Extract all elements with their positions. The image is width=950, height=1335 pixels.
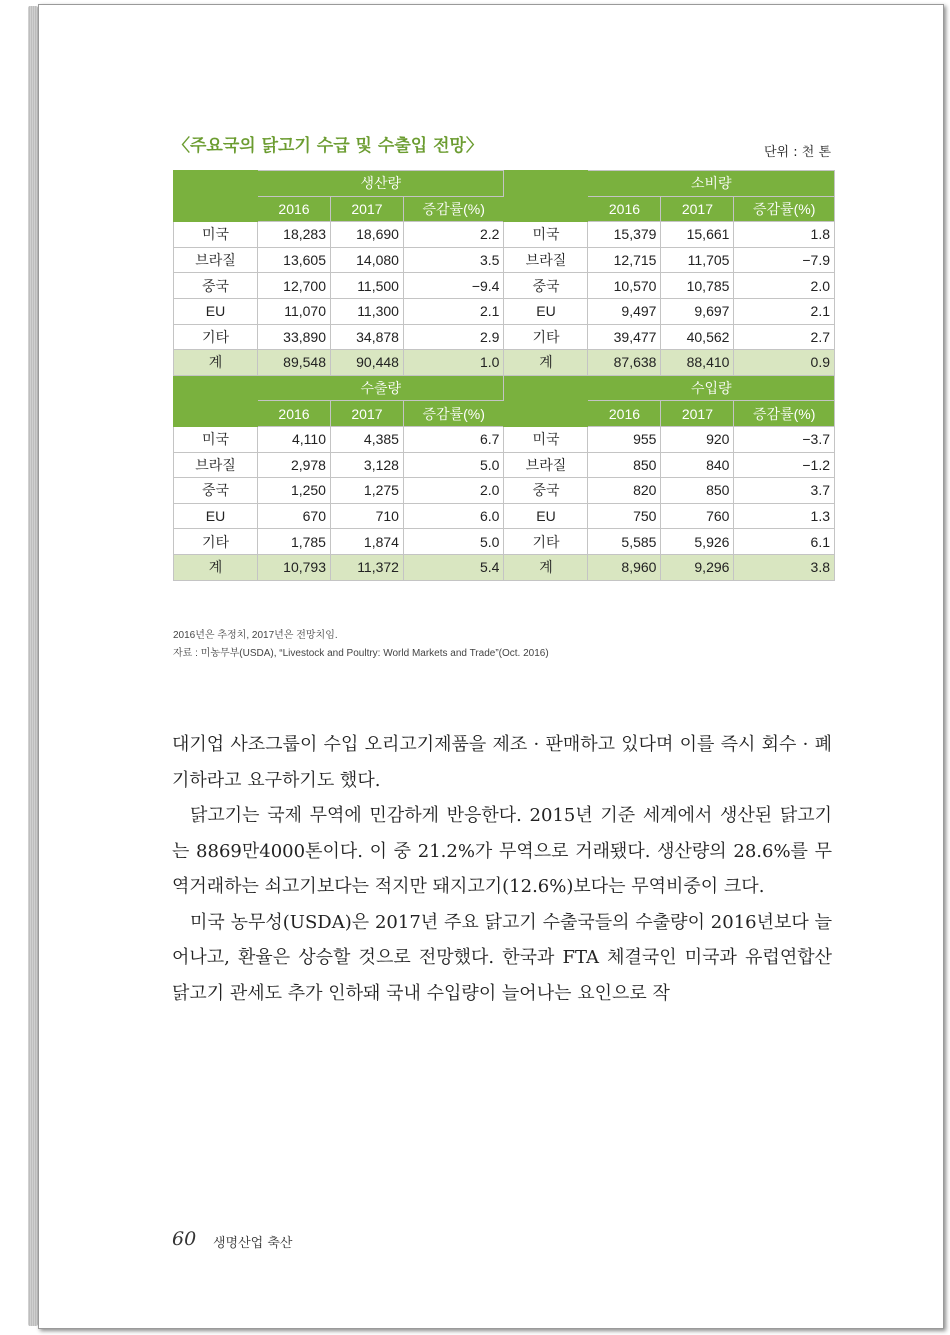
header-row-titles: [174, 171, 835, 197]
value-cell: 5.4: [403, 554, 504, 580]
value-cell: 2.9: [403, 324, 504, 350]
country-cell: 계: [504, 350, 588, 376]
value-cell: 9,296: [661, 554, 734, 580]
unit-label: 단위 : 천 톤: [764, 145, 832, 160]
country-cell: 브라질: [504, 247, 588, 273]
value-cell: −1.2: [734, 452, 835, 478]
header-right-title: 소비량: [588, 171, 835, 197]
country-cell: 중국: [174, 273, 258, 299]
value-cell: 9,697: [661, 298, 734, 324]
value-cell: 920: [661, 426, 734, 452]
header-row-titles: [174, 375, 835, 401]
value-cell: 11,705: [661, 247, 734, 273]
table-row: [174, 298, 835, 324]
country-cell: 미국: [174, 426, 258, 452]
footnote-source: 자료 : 미농무부(USDA), “Livestock and Poultry: World Markets and Trade”(Oct. 2016): [173, 648, 549, 659]
country-cell: 기타: [504, 529, 588, 555]
header-year-cell: 2016: [258, 196, 331, 222]
value-cell: 1,874: [330, 529, 403, 555]
value-cell: 840: [661, 452, 734, 478]
value-cell: 33,890: [258, 324, 331, 350]
value-cell: 34,878: [330, 324, 403, 350]
country-cell: 기타: [504, 324, 588, 350]
value-cell: 90,448: [330, 350, 403, 376]
footnote-estimate: 2016년은 추정치, 2017년은 전망치임.: [173, 630, 338, 641]
value-cell: 13,605: [258, 247, 331, 273]
value-cell: 12,715: [588, 247, 661, 273]
table-row: [174, 478, 835, 504]
value-cell: 9,497: [588, 298, 661, 324]
country-cell: 계: [174, 350, 258, 376]
value-cell: 89,548: [258, 350, 331, 376]
table-row: [174, 222, 835, 248]
value-cell: 3,128: [330, 452, 403, 478]
value-cell: 2.0: [734, 273, 835, 299]
header-blank-cell: [174, 375, 258, 426]
header-year-cell: 2017: [330, 401, 403, 427]
value-cell: 18,690: [330, 222, 403, 248]
header-year-cell: 2017: [661, 196, 734, 222]
total-row: [174, 350, 835, 376]
header-left-title: 생산량: [258, 171, 504, 197]
value-cell: 4,110: [258, 426, 331, 452]
value-cell: 8,960: [588, 554, 661, 580]
value-cell: 15,379: [588, 222, 661, 248]
value-cell: 1,275: [330, 478, 403, 504]
section-name: 생명산업 축산: [213, 1236, 293, 1251]
value-cell: 1,250: [258, 478, 331, 504]
country-cell: 계: [174, 554, 258, 580]
header-year-cell: 2016: [588, 401, 661, 427]
value-cell: 2.1: [734, 298, 835, 324]
value-cell: 10,570: [588, 273, 661, 299]
header-growth-cell: 증감률(%): [734, 196, 835, 222]
value-cell: 39,477: [588, 324, 661, 350]
table-row: [174, 452, 835, 478]
header-year-cell: 2016: [258, 401, 331, 427]
header-growth-cell: 증감률(%): [734, 401, 835, 427]
value-cell: 3.8: [734, 554, 835, 580]
country-cell: EU: [174, 503, 258, 529]
value-cell: 1.0: [403, 350, 504, 376]
value-cell: 670: [258, 503, 331, 529]
country-cell: 중국: [174, 478, 258, 504]
value-cell: 11,500: [330, 273, 403, 299]
table-row: [174, 503, 835, 529]
value-cell: 11,300: [330, 298, 403, 324]
country-cell: 미국: [504, 426, 588, 452]
table-row: [174, 324, 835, 350]
book-spine-edge: [28, 6, 38, 1326]
value-cell: −7.9: [734, 247, 835, 273]
value-cell: 0.9: [734, 350, 835, 376]
value-cell: 40,562: [661, 324, 734, 350]
value-cell: 15,661: [661, 222, 734, 248]
country-cell: EU: [504, 298, 588, 324]
paragraph: 닭고기는 국제 무역에 민감하게 반응한다. 2015년 기준 세계에서 생산된 닭고기는 8869만4000톤이다. 이 중 21.2%가 무역으로 거래됐다. 생산량의 28.6%를 무역거래하는 쇠고기보다는 적지만 돼지고기(12.6%)보다는 무역비중이 크다.: [172, 805, 832, 897]
value-cell: 1.8: [734, 222, 835, 248]
table-row: [174, 529, 835, 555]
value-cell: 850: [588, 452, 661, 478]
country-cell: 계: [504, 554, 588, 580]
value-cell: 1.3: [734, 503, 835, 529]
value-cell: 10,785: [661, 273, 734, 299]
country-cell: 중국: [504, 478, 588, 504]
header-growth-cell: 증감률(%): [403, 401, 504, 427]
value-cell: 11,372: [330, 554, 403, 580]
value-cell: 710: [330, 503, 403, 529]
value-cell: 750: [588, 503, 661, 529]
value-cell: 5,585: [588, 529, 661, 555]
value-cell: 88,410: [661, 350, 734, 376]
value-cell: 2.7: [734, 324, 835, 350]
country-cell: 기타: [174, 529, 258, 555]
country-cell: EU: [504, 503, 588, 529]
header-left-title: 수출량: [258, 375, 504, 401]
country-cell: 브라질: [174, 247, 258, 273]
header-year-cell: 2016: [588, 196, 661, 222]
value-cell: 6.1: [734, 529, 835, 555]
header-year-cell: 2017: [661, 401, 734, 427]
value-cell: −9.4: [403, 273, 504, 299]
value-cell: 3.5: [403, 247, 504, 273]
country-cell: 기타: [174, 324, 258, 350]
value-cell: 2.1: [403, 298, 504, 324]
value-cell: 2.2: [403, 222, 504, 248]
page-number: 60: [172, 1228, 197, 1250]
value-cell: 2,978: [258, 452, 331, 478]
poultry-supply-table: [173, 170, 835, 581]
table-row: [174, 273, 835, 299]
value-cell: 760: [661, 503, 734, 529]
header-year-cell: 2017: [330, 196, 403, 222]
country-cell: 브라질: [174, 452, 258, 478]
value-cell: 87,638: [588, 350, 661, 376]
value-cell: 6.7: [403, 426, 504, 452]
value-cell: 3.7: [734, 478, 835, 504]
value-cell: 5.0: [403, 529, 504, 555]
value-cell: 5.0: [403, 452, 504, 478]
value-cell: 5,926: [661, 529, 734, 555]
header-blank-cell: [504, 171, 588, 222]
value-cell: 10,793: [258, 554, 331, 580]
table-row: [174, 247, 835, 273]
value-cell: 18,283: [258, 222, 331, 248]
value-cell: 1,785: [258, 529, 331, 555]
value-cell: 2.0: [403, 478, 504, 504]
table-title: 〈주요국의 닭고기 수급 및 수출입 전망〉: [173, 136, 483, 156]
header-growth-cell: 증감률(%): [403, 196, 504, 222]
article-body: [172, 727, 832, 1011]
value-cell: 12,700: [258, 273, 331, 299]
header-right-title: 수입량: [588, 375, 835, 401]
value-cell: 850: [661, 478, 734, 504]
value-cell: 4,385: [330, 426, 403, 452]
value-cell: 820: [588, 478, 661, 504]
value-cell: 6.0: [403, 503, 504, 529]
value-cell: 955: [588, 426, 661, 452]
paragraph: 대기업 사조그룹이 수입 오리고기제품을 제조 · 판매하고 있다며 이를 즉시 회수 · 폐기하라고 요구하기도 했다.: [172, 734, 832, 791]
table-row: [174, 426, 835, 452]
total-row: [174, 554, 835, 580]
header-blank-cell: [504, 375, 588, 426]
country-cell: 미국: [504, 222, 588, 248]
country-cell: 미국: [174, 222, 258, 248]
country-cell: 브라질: [504, 452, 588, 478]
value-cell: −3.7: [734, 426, 835, 452]
country-cell: 중국: [504, 273, 588, 299]
paragraph: 미국 농무성(USDA)은 2017년 주요 닭고기 수출국들의 수출량이 2016년보다 늘어나고, 환율은 상승할 것으로 전망했다. 한국과 FTA 체결국인 미국과 유럽연합산 닭고기 관세도 추가 인하돼 국내 수입량이 늘어나는 요인으로 작: [172, 911, 832, 1004]
value-cell: 11,070: [258, 298, 331, 324]
country-cell: EU: [174, 298, 258, 324]
value-cell: 14,080: [330, 247, 403, 273]
header-blank-cell: [174, 171, 258, 222]
